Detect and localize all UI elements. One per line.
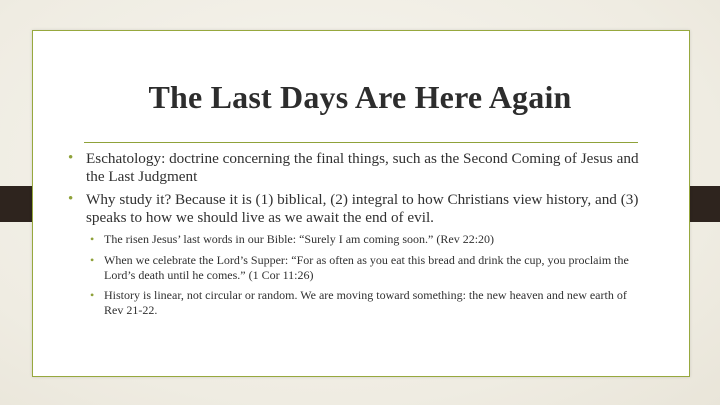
bullet-dot-icon: • <box>90 288 95 303</box>
sub-bullet-item <box>90 232 648 247</box>
sub-bullet-item <box>90 288 648 318</box>
bullet-item <box>68 150 648 185</box>
bullet-dot-icon: • <box>68 150 74 166</box>
bullet-item <box>68 191 648 226</box>
bullet-text: Why study it? Because it is (1) biblical, (2) integral to how Christians view history, and (3) speaks to how we should live as we await the end of evil. <box>86 191 639 226</box>
bullet-text: Eschatology: doctrine concerning the final things, such as the Second Coming of Jesus and the Last Judgment <box>86 150 639 185</box>
slide-content <box>68 150 648 324</box>
slide-title: The Last Days Are Here Again <box>148 79 572 115</box>
sub-bullet-text: The risen Jesus’ last words in our Bible: “Surely I am coming soon.” (Rev 22:20) <box>104 232 495 246</box>
bullet-dot-icon: • <box>90 252 95 267</box>
sub-bullet-item <box>90 253 648 283</box>
title-divider <box>84 142 638 143</box>
bullet-dot-icon: • <box>90 232 95 246</box>
sub-bullet-text: History is linear, not circular or random. We are moving toward something: the new heaven and new earth of Rev 21-22. <box>104 288 627 318</box>
bullet-dot-icon: • <box>68 191 74 207</box>
sub-bullet-text: When we celebrate the Lord’s Supper: “For as often as you eat this bread and drink the cup, you proclaim the Lord’s death until he comes.” (1 Cor 11:26) <box>104 252 629 282</box>
